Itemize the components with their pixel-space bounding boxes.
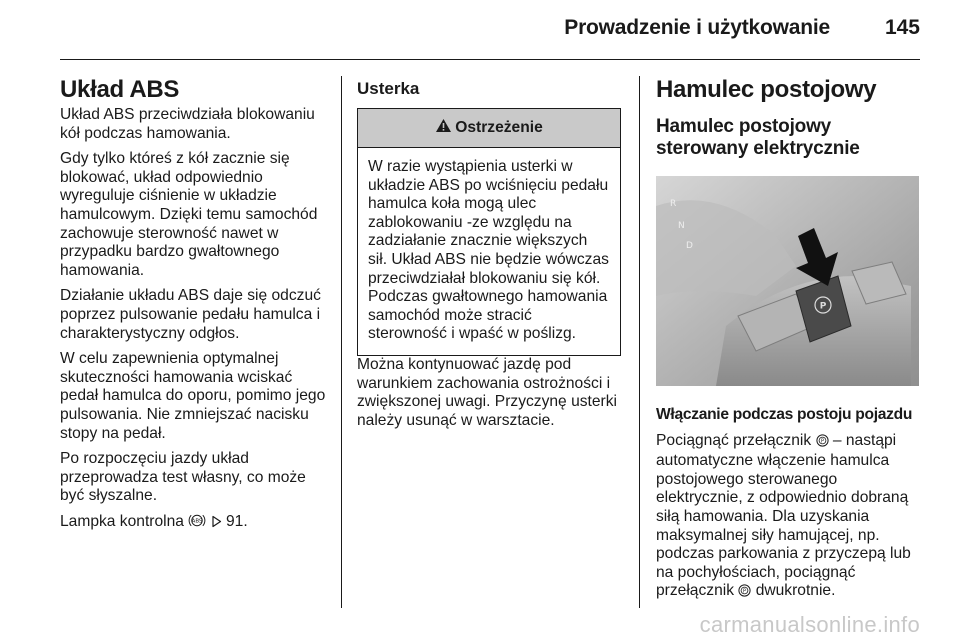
subheading-activate: Włączanie podczas postoju pojazdu (656, 406, 913, 423)
svg-text:P: P (820, 437, 824, 444)
parking-brake-switch-icon (816, 434, 829, 453)
paragraph: Można kontynuować jazdę pod warunkiem zachowania ostrożności i zwiększonej uwagi. Przyczynę usterki należy usunąć w warsztacie. (357, 355, 617, 429)
paragraph: Gdy tylko któreś z kół zacznie się blokować, układ odpowiednio wyreguluje ciśnienie w układzie hamulcowym. Dzięki temu samochód zachowuje sterowność nawet w przypadku bardzo gwałtownego hamowania. (60, 150, 318, 279)
parking-brake-section (656, 76, 922, 610)
svg-text:D: D (686, 241, 693, 251)
paragraph: W celu zapewnienia optymalnej skuteczności hamowania wciskać pedał hamulca do oporu, pomimo jego pulsowania. Nie zmniejszać nacisku stopy na pedał. (60, 350, 326, 442)
warning-box (357, 108, 621, 356)
fault-section (357, 76, 623, 437)
watermark: carmanualsonline.info (699, 612, 920, 637)
lamp-page-ref: 91. (226, 512, 248, 530)
chapter-title: Prowadzenie i użytkowanie (564, 16, 830, 39)
warning-label: Ostrzeżenie (455, 118, 543, 136)
page-reference-arrow-icon (211, 515, 222, 534)
paragraph: Działanie układu ABS daje się odczuć poprzez pulsowanie pedału hamulca i charakterystyczny odgłos. (60, 287, 321, 342)
svg-text:N: N (678, 221, 685, 231)
warning-header (358, 109, 620, 148)
fault-heading: Usterka (357, 79, 420, 98)
lamp-reference (60, 513, 330, 534)
svg-text:R: R (670, 199, 677, 209)
parking-brake-switch-icon (738, 584, 751, 603)
paragraph: Po rozpoczęciu jazdy układ przeprowadza test własny, co może być słyszalne. (60, 450, 306, 505)
page-number: 145 (884, 16, 920, 39)
column-divider (639, 76, 640, 608)
paragraph (656, 432, 922, 603)
abs-warning-lamp-icon (188, 513, 206, 534)
parking-brake-photo (656, 176, 919, 386)
paragraph-text: dwukrotnie. (755, 582, 836, 600)
subsection-title: Hamulec postojowy sterowany elektrycznie (656, 116, 860, 159)
abs-section (60, 76, 330, 540)
lamp-text: Lampka kontrolna (60, 512, 184, 530)
warning-text: W razie wystąpienia usterki w układzie ABS po wciśnięciu pedału hamulca koła mogą ulec zablokowaniu -ze względu na zadziałanie znacznie większych sił. Układ ABS nie będzie wówczas przeciwdziałał blokowaniu się kół. Podczas gwałtownego hamowania samochód może stracić sterowność i wpaść w poślizg. (368, 158, 609, 343)
svg-text:P: P (743, 588, 747, 595)
page-header (60, 0, 920, 60)
warning-triangle-icon (435, 118, 455, 139)
paragraph-text: – nastąpi automatyczne włączenie hamulca postojowego sterowanego elektrycznie, z odpowiednio dobraną siłą hamowania. Dla uzyskania maksymalnej siły hamującej, np. podczas parkowania z przyczepą lub na pochyłościach, pociągnąć przełącznik (656, 431, 911, 600)
section-title-parking-brake: Hamulec postojowy (656, 76, 877, 103)
svg-text:ABS: ABS (191, 518, 203, 525)
paragraph: Układ ABS przeciwdziała blokowaniu kół podczas hamowania. (60, 106, 315, 142)
paragraph-text: Pociągnąć przełącznik (656, 431, 812, 449)
section-title-abs: Układ ABS (60, 76, 180, 103)
svg-text:P: P (819, 301, 827, 312)
column-divider (341, 76, 342, 608)
